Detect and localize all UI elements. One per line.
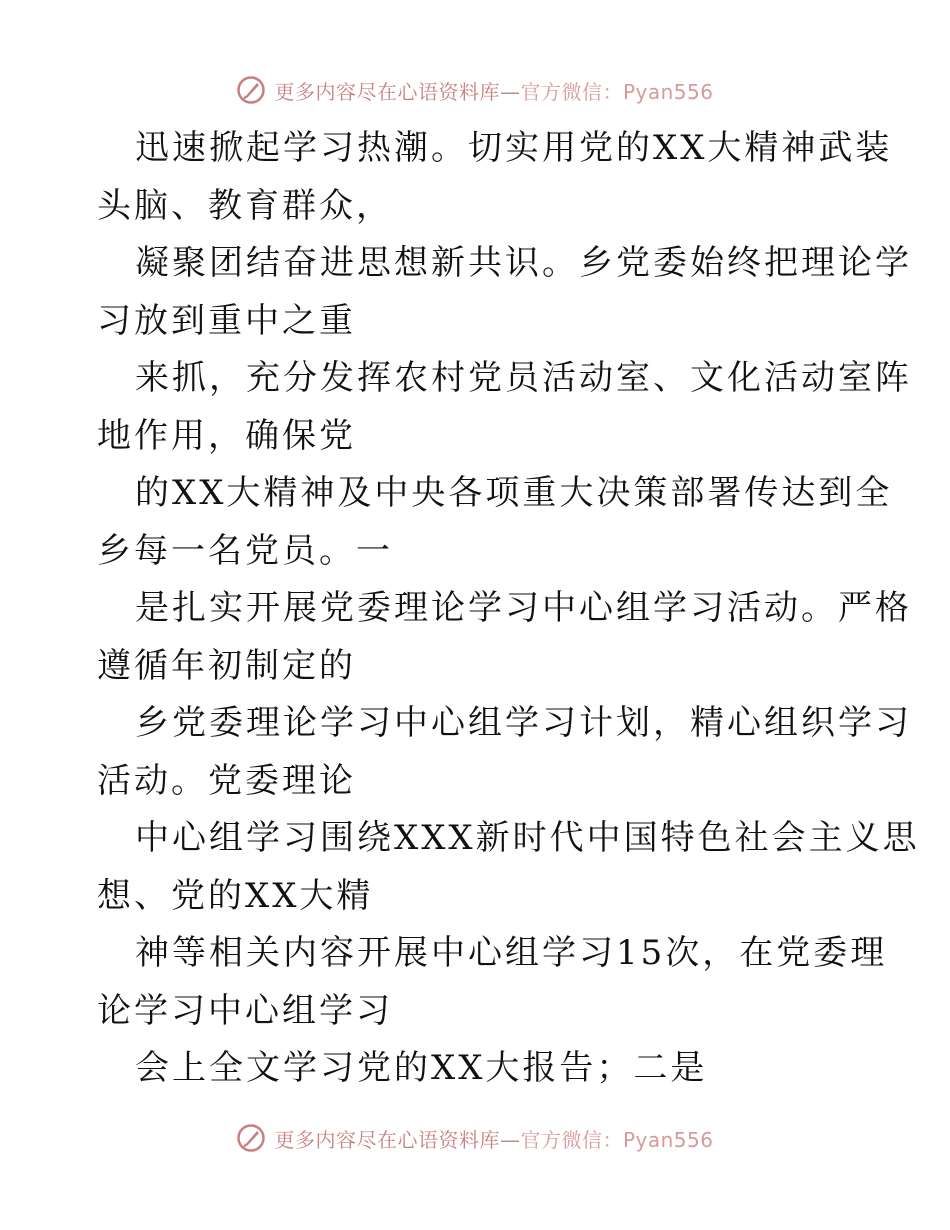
- body-line: 头脑、教育群众，: [97, 185, 393, 226]
- footer-watermark: [0, 1118, 950, 1158]
- document-body: [97, 120, 920, 1098]
- body-line: 凝聚团结奋进思想新共识。乡党委始终把理论学: [135, 243, 912, 283]
- body-line: 地作用，确保党: [97, 415, 356, 456]
- header-watermark: [0, 70, 950, 110]
- body-line: 乡每一名党员。一: [97, 530, 393, 571]
- body-line: 迅速掀起学习热潮。切实用党的XX大精神武装: [135, 128, 893, 168]
- footer-text: 更多内容尽在心语资料库: [274, 1127, 500, 1152]
- body-line: 的XX大精神及中央各项重大决策部署传达到全: [135, 473, 893, 513]
- body-line: 习放到重中之重: [97, 300, 356, 341]
- quill-circle-icon: [236, 75, 266, 105]
- body-line: 是扎实开展党委理论学习中心组学习活动。严格: [135, 588, 912, 628]
- header-text: 更多内容尽在心语资料库: [274, 79, 500, 104]
- quill-circle-icon: [236, 1123, 266, 1153]
- body-line: 神等相关内容开展中心组学习15次，在党委理: [135, 933, 888, 973]
- body-line: 遵循年初制定的: [97, 645, 356, 686]
- footer-contact: 官方微信：Pyan556: [520, 1127, 714, 1152]
- header-separator: —: [499, 79, 521, 104]
- body-line: 活动。党委理论: [97, 760, 356, 801]
- header-contact: 官方微信：Pyan556: [520, 79, 714, 104]
- body-line: 想、党的XX大精: [97, 875, 374, 916]
- footer-separator: —: [499, 1127, 521, 1152]
- body-line: 乡党委理论学习中心组学习计划，精心组织学习: [135, 703, 912, 743]
- body-line: 来抓，充分发挥农村党员活动室、文化活动室阵: [135, 358, 912, 398]
- body-line: 中心组学习围绕XXX新时代中国特色社会主义思: [135, 818, 920, 858]
- body-line: 论学习中心组学习: [97, 990, 393, 1031]
- body-line: 会上全文学习党的XX大报告；二是: [135, 1048, 708, 1088]
